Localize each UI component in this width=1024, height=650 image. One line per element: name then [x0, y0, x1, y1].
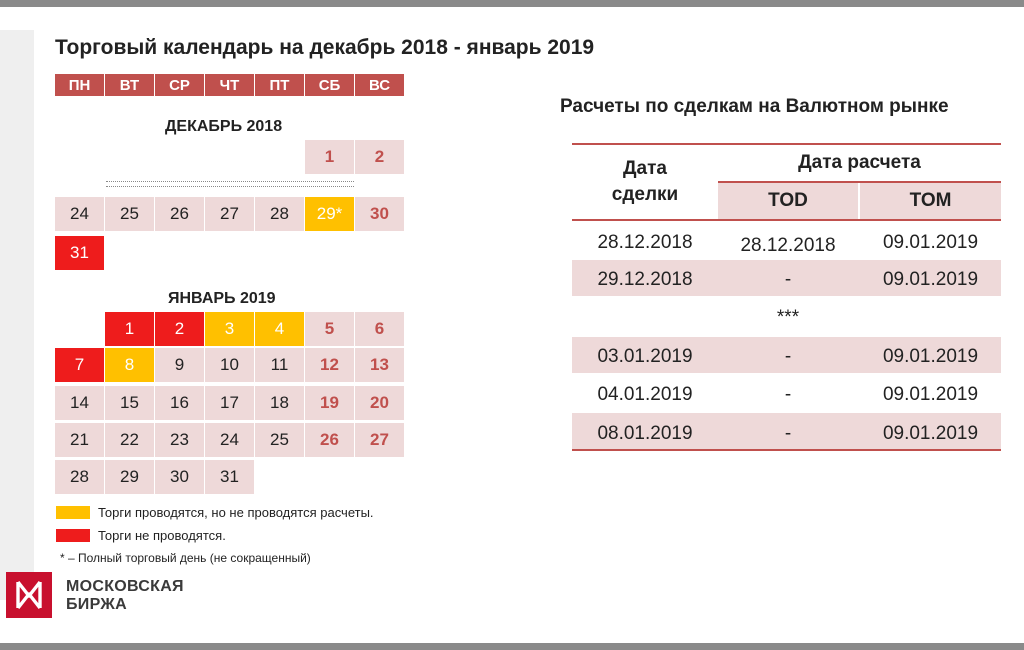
footnote: * – Полный торговый день (не сокращенный) — [60, 551, 311, 565]
row6-tom: 09.01.2019 — [882, 423, 979, 444]
header-settlement-date: Дата расчета — [798, 152, 921, 173]
calendar-day-jan: 1 — [105, 312, 154, 346]
row-separator: *** — [776, 307, 800, 328]
row5-tod: - — [784, 384, 792, 405]
header-trade-date-line2: сделки — [611, 184, 679, 205]
dotted-separator — [106, 181, 354, 182]
calendar-day-jan: 8 — [105, 348, 154, 382]
calendar-day-jan: 15 — [105, 386, 154, 420]
calendar-day-jan: 18 — [255, 386, 304, 420]
logo-text-line2: БИРЖА — [66, 596, 127, 613]
calendar-day-jan: 12 — [305, 348, 354, 382]
bottom-border — [0, 643, 1024, 650]
calendar-day-dec: 2 — [355, 140, 404, 174]
logo-text-line1: МОСКОВСКАЯ — [66, 578, 184, 595]
calendar-day-jan: 5 — [305, 312, 354, 346]
row2-tom: 09.01.2019 — [882, 269, 979, 290]
row2-tod: - — [784, 269, 792, 290]
calendar-day-jan: 23 — [155, 423, 204, 457]
weekday-sat: СБ — [305, 74, 354, 96]
calendar-day-jan: 7 — [55, 348, 104, 382]
calendar-day-dec: 28 — [255, 197, 304, 231]
row5-trade-date: 04.01.2019 — [597, 384, 693, 405]
calendar-day-jan: 13 — [355, 348, 404, 382]
calendar-day-jan: 4 — [255, 312, 304, 346]
row1-tom: 09.01.2019 — [882, 232, 979, 253]
calendar-day-dec: 1 — [305, 140, 354, 174]
row6-tod: - — [784, 423, 792, 444]
calendar-day-jan: 14 — [55, 386, 104, 420]
calendar-day-jan: 3 — [205, 312, 254, 346]
dotted-separator — [106, 186, 354, 187]
weekday-fri: ПТ — [255, 74, 304, 96]
calendar-day-jan: 28 — [55, 460, 104, 494]
settlement-title: Расчеты по сделкам на Валютном рынке — [560, 96, 949, 117]
header-tod: TOD — [768, 190, 808, 211]
calendar-day-jan: 26 — [305, 423, 354, 457]
calendar-day-jan: 30 — [155, 460, 204, 494]
table-top-rule — [572, 143, 1001, 145]
weekday-tue: ВТ — [105, 74, 154, 96]
calendar-day-jan: 24 — [205, 423, 254, 457]
row1-trade-date: 28.12.2018 — [597, 232, 693, 253]
legend-red-label: Торги не проводятся. — [98, 528, 226, 543]
page-title: Торговый календарь на декабрь 2018 - январь 2019 — [55, 36, 595, 59]
calendar-day-jan: 27 — [355, 423, 404, 457]
month-label-december: ДЕКАБРЬ 2018 — [165, 118, 283, 135]
calendar-day-jan: 11 — [255, 348, 304, 382]
calendar-day-jan: 2 — [155, 312, 204, 346]
row5-tom: 09.01.2019 — [882, 384, 979, 405]
calendar-day-jan: 29 — [105, 460, 154, 494]
moex-logo-icon — [6, 572, 52, 618]
calendar-day-jan: 16 — [155, 386, 204, 420]
calendar-day-jan: 19 — [305, 386, 354, 420]
calendar-day-jan: 20 — [355, 386, 404, 420]
calendar-day-jan: 25 — [255, 423, 304, 457]
calendar-day-jan: 9 — [155, 348, 204, 382]
calendar-day-dec: 30 — [355, 197, 404, 231]
calendar-day-dec: 27 — [205, 197, 254, 231]
row1-tod: 28.12.2018 — [740, 235, 836, 256]
calendar-day-dec: 26 — [155, 197, 204, 231]
calendar-day-jan: 10 — [205, 348, 254, 382]
weekday-sun: ВС — [355, 74, 404, 96]
calendar-day-jan: 17 — [205, 386, 254, 420]
row4-tod: - — [784, 346, 792, 367]
calendar-day-jan: 21 — [55, 423, 104, 457]
weekday-thu: ЧТ — [205, 74, 254, 96]
table-bottom-rule — [572, 449, 1001, 451]
header-tom: TOM — [909, 190, 952, 211]
weekday-wed: СР — [155, 74, 204, 96]
header-trade-date-line1: Дата — [623, 158, 667, 179]
calendar-day-jan: 31 — [205, 460, 254, 494]
calendar-day-jan: 6 — [355, 312, 404, 346]
row6-trade-date: 08.01.2019 — [597, 423, 693, 444]
weekday-mon: ПН — [55, 74, 104, 96]
left-edge — [0, 30, 34, 600]
row4-trade-date: 03.01.2019 — [597, 346, 693, 367]
month-label-january: ЯНВАРЬ 2019 — [168, 290, 276, 307]
header-bottom-rule — [572, 219, 1001, 221]
calendar-day-dec: 29* — [305, 197, 354, 231]
calendar-day-dec: 24 — [55, 197, 104, 231]
calendar-day-dec: 31 — [55, 236, 104, 270]
legend-yellow-swatch — [56, 506, 90, 519]
legend-red-swatch — [56, 529, 90, 542]
top-border — [0, 0, 1024, 7]
row2-trade-date: 29.12.2018 — [597, 269, 693, 290]
row4-tom: 09.01.2019 — [882, 346, 979, 367]
calendar-day-jan: 22 — [105, 423, 154, 457]
calendar-day-dec: 25 — [105, 197, 154, 231]
legend-yellow-label: Торги проводятся, но не проводятся расчеты. — [98, 505, 374, 520]
